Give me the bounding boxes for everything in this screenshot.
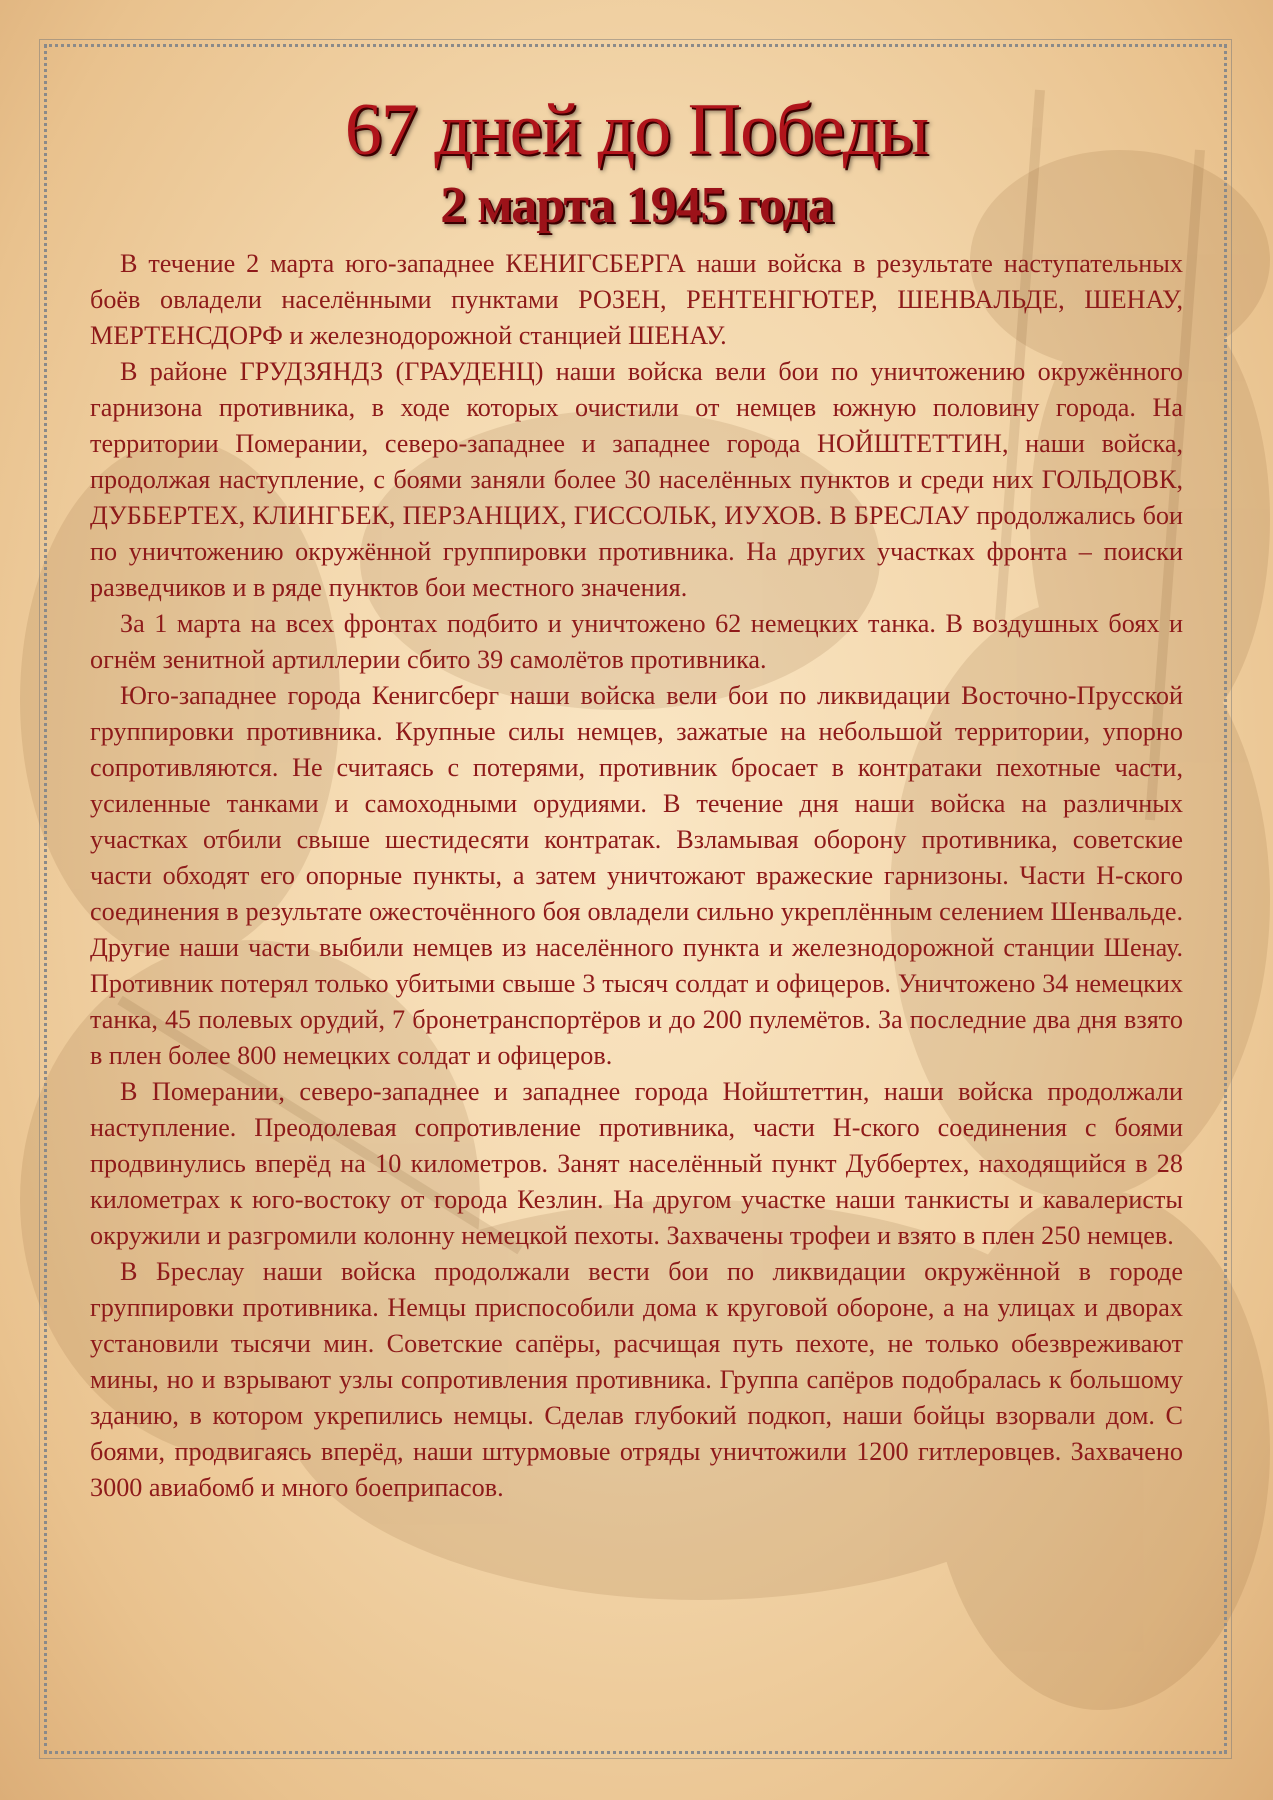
paragraph: В районе ГРУДЗЯНДЗ (ГРАУДЕНЦ) наши войска вели бои по уничтожению окружённого гарнизона противника, в ходе которых очистили от немцев южную половину города. На территории Померании, северо-западнее и западнее города НОЙШТЕТТИН, наши войска, продолжая наступление, с боями заняли более 30 населённых пунктов и среди них ГОЛЬДОВК, ДУББЕРТЕХ, КЛИНГБЕК, ПЕРЗАНЦИХ, ГИССОЛЬК, ИУХОВ. В БРЕСЛАУ продолжались бои по уничтожению окружённой группировки противника. На других участках фронта – поиски разведчиков и в ряде пунктов бои местного значения. bbox=[90, 357, 1183, 603]
paragraph: В Бреслау наши войска продолжали вести бои по ликвидации окружённой в городе группировки противника. Немцы приспособили дома к круговой обороне, а на улицах и дворах установили тысячи мин. Советские сапёры, расчищая путь пехоте, не только обезвреживают мины, но и взрывают узлы сопротивления противника. Группа сапёров подобралась к большому зданию, в котором укрепились немцы. Сделав глубокий подкоп, наши бойцы взорвали дом. С боями, продвигаясь вперёд, наши штурмовые отряды уничтожили 1200 гитлеровцев. Захвачено 3000 авиабомб и много боеприпасов. bbox=[90, 1257, 1183, 1503]
page-subtitle-date: 2 марта 1945 года bbox=[440, 177, 833, 235]
paragraph: Юго-западнее города Кенигсберг наши войска вели бои по ликвидации Восточно-Прусской группировки противника. Крупные силы немцев, зажатые на небольшой территории, упорно сопротивляются. Не считаясь с потерями, противник бросает в контратаки пехотные части, усиленные танками и самоходными орудиями. В течение дня наши войска на различных участках отбили свыше шестидесяти контратак. Взламывая оборону противника, советские части обходят его опорные пункты, а затем уничтожают вражеские гарнизоны. Части Н-ского соединения в результате ожесточённого боя овладели сильно укреплённым селением Шенвальде. Другие наши части выбили немцев из населённого пункта и железнодорожной станции Шенау. Противник потерял только убитыми свыше 3 тысяч солдат и офицеров. Уничтожено 34 немецких танка, 45 полевых орудий, 7 бронетранспортёров и до 200 пулемётов. За последние два дня взято в плен более 800 немецких солдат и офицеров. bbox=[90, 681, 1183, 1071]
document-body bbox=[90, 88, 1183, 1506]
page-title: 67 дней до Победы bbox=[344, 89, 929, 171]
paragraph: В течение 2 марта юго-западнее КЕНИГСБЕРГА наши войска в результате наступательных боёв овладели населёнными пунктами РОЗЕН, РЕНТЕНГЮТЕР, ШЕНВАЛЬДЕ, ШЕНАУ, МЕРТЕНСДОРФ и железнодорожной станцией ШЕНАУ. bbox=[90, 249, 1183, 351]
paragraph: В Померании, северо-западнее и западнее города Нойштеттин, наши войска продолжали наступление. Преодолевая сопротивление противника, части Н-ского соединения с боями продвинулись вперёд на 10 километров. Занят населённый пункт Дуббертех, находящийся в 28 километрах к юго-востоку от города Кезлин. На другом участке наши танкисты и кавалеристы окружили и разгромили колонну немецкой пехоты. Захвачены трофеи и взято в плен 250 немцев. bbox=[90, 1077, 1183, 1251]
paragraph: За 1 марта на всех фронтах подбито и уничтожено 62 немецких танка. В воздушных боях и огнём зенитной артиллерии сбито 39 самолётов противника. bbox=[90, 609, 1183, 675]
